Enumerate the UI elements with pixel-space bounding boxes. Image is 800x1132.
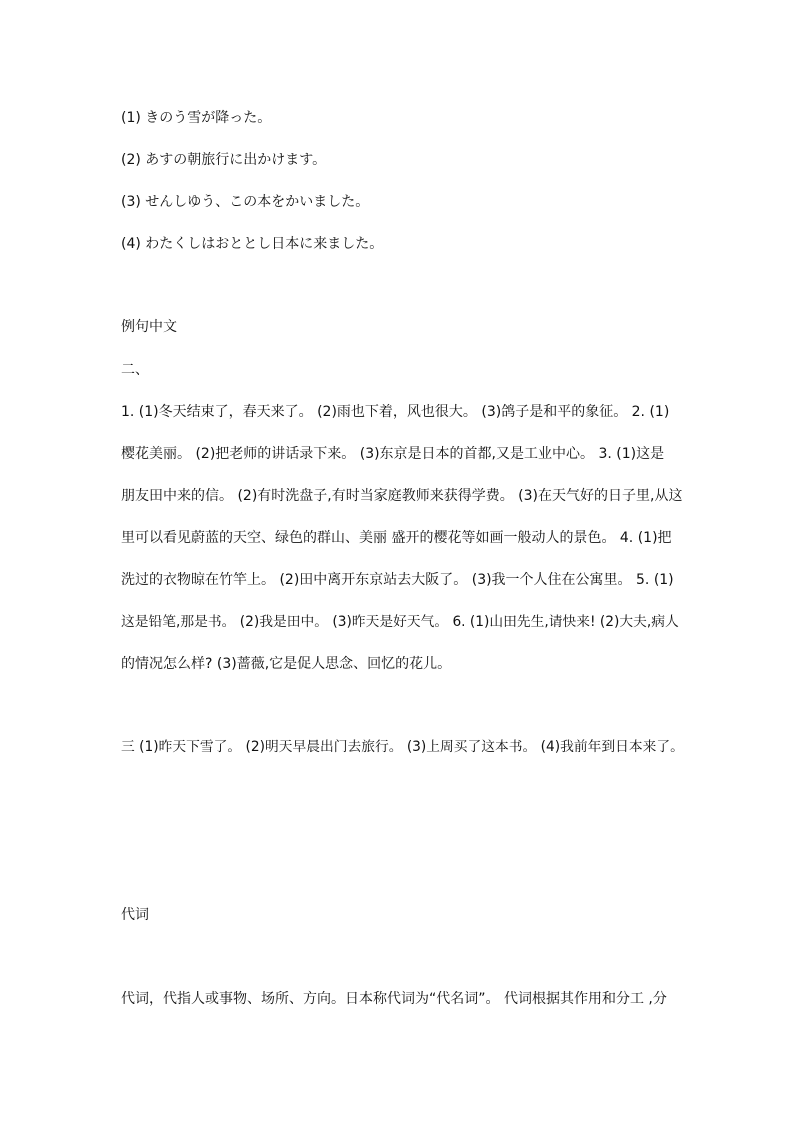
japanese-sentence-4: (4) わたくしはおととし日本に来ました。 bbox=[121, 236, 384, 252]
section-two-line-5: 洗过的衣物晾在竹竿上。 (2)田中离开东京站去大阪了。 (3)我一个人住在公寓里。 5. (1) bbox=[121, 572, 674, 588]
section-two-line-2: 樱花美丽。 (2)把老师的讲话录下来。 (3)东京是日本的首都,又是工业中心。 3. (1)这是 bbox=[121, 446, 665, 462]
section-two-line-4: 里可以看见蔚蓝的天空、绿色的群山、美丽 盛开的樱花等如画一般动人的景色。 4. (1)把 bbox=[121, 530, 672, 546]
pronoun-paragraph: 代词，代指人或事物、场所、方向。日本称代词为“代名词”。 代词根据其作用和分工 ,分 bbox=[121, 991, 667, 1007]
section-two-line-6: 这是铅笔,那是书。 (2)我是田中。 (3)昨天是好天气。 6. (1)山田先生,请快来! (2)大夫,病人 bbox=[121, 614, 679, 630]
japanese-sentence-3: (3) せんしゆう、この本をかいました。 bbox=[121, 194, 370, 210]
section-two-line-1: 1. (1)冬天结束了，春天来了。 (2)雨也下着，风也很大。 (3)鸽子是和平的象征。 2. (1) bbox=[121, 404, 670, 420]
section-three-paragraph: 三 (1)昨天下雪了。 (2)明天早晨出门去旅行。 (3)上周买了这本书。 (4)我前年到日本来了。 bbox=[121, 739, 684, 755]
japanese-sentence-1: (1) きのう雪が降った。 bbox=[121, 110, 272, 126]
section-two-label: 二、 bbox=[121, 362, 149, 378]
section-two-line-3: 朋友田中来的信。 (2)有时洗盘子,有时当家庭教师来获得学费。 (3)在天气好的日子里,从这 bbox=[121, 488, 683, 504]
section-title-example-chinese: 例句中文 bbox=[121, 319, 177, 335]
section-two-line-7: 的情况怎么样? (3)蔷薇,它是促人思念、回忆的花儿。 bbox=[121, 656, 452, 672]
japanese-sentence-2: (2) あすの朝旅行に出かけます。 bbox=[121, 152, 327, 168]
pronoun-heading: 代词 bbox=[121, 907, 149, 923]
